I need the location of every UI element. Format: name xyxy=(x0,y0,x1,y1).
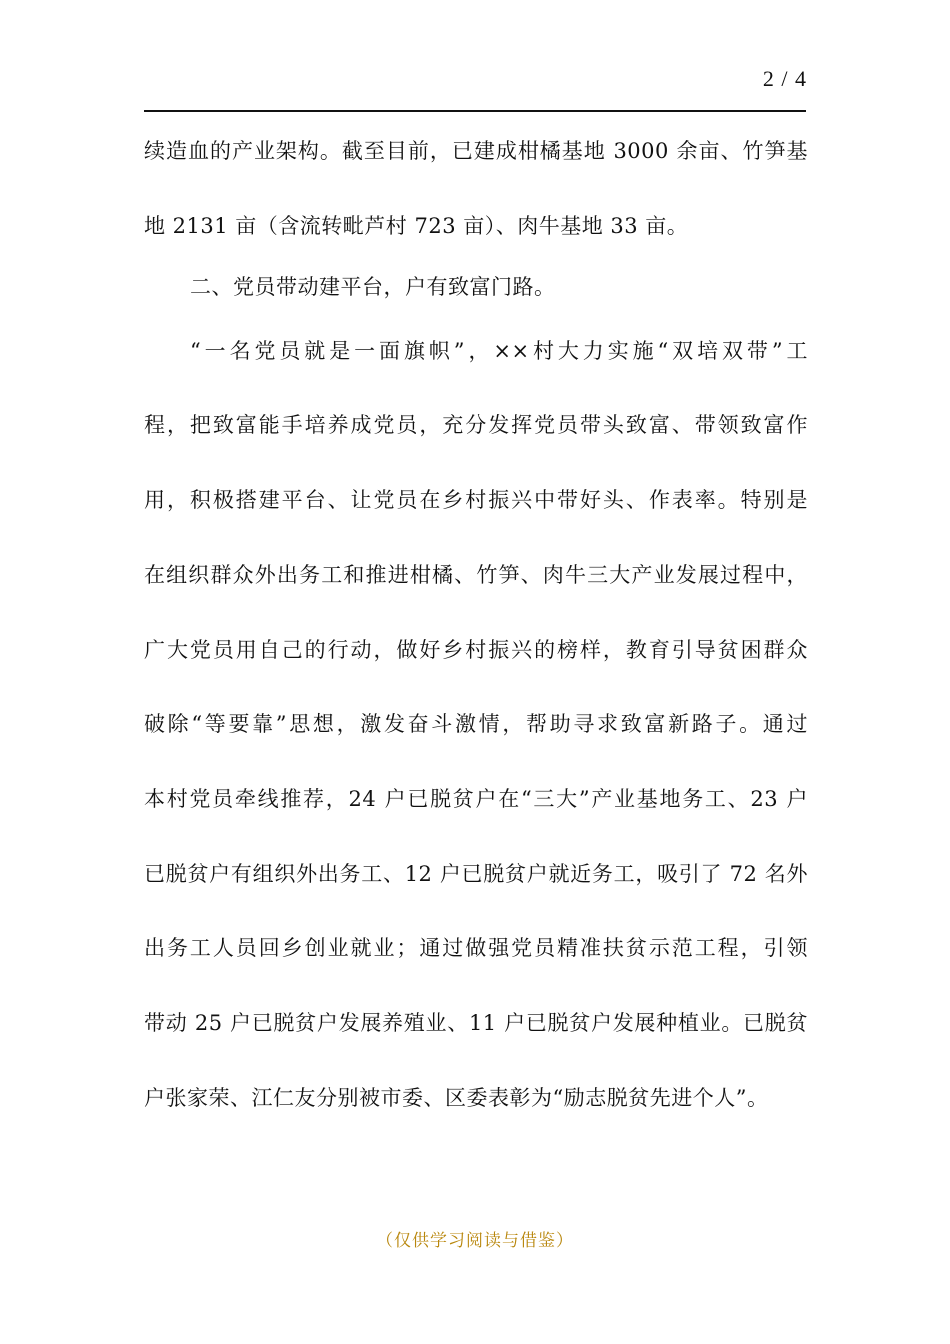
text-line: 带动 25 户已脱贫户发展养殖业、11 户已脱贫户发展种植业。已脱贫 xyxy=(144,1011,808,1035)
text-line: 广大党员用自己的行动，做好乡村振兴的榜样，教育引导贫困群众 xyxy=(144,638,808,662)
text-line: 地 2131 亩（含流转毗芦村 723 亩）、肉牛基地 33 亩。 xyxy=(144,214,689,238)
text-line: 用，积极搭建平台、让党员在乡村振兴中带好头、作表率。特别是 xyxy=(144,488,808,512)
text-line: 本村党员牵线推荐，24 户已脱贫户在“三大”产业基地务工、23 户 xyxy=(144,787,808,811)
text-line: 在组织群众外出务工和推进柑橘、竹笋、肉牛三大产业发展过程中， xyxy=(144,563,808,587)
text-line: 已脱贫户有组织外出务工、12 户已脱贫户就近务工，吸引了 72 名外 xyxy=(144,862,808,886)
text-line: 续造血的产业架构。截至目前，已建成柑橘基地 3000 余亩、竹笋基 xyxy=(144,139,808,163)
text-line: “一名党员就是一面旗帜”，××村大力实施“双培双带”工 xyxy=(190,339,808,363)
page-number: 2 / 4 xyxy=(762,66,807,91)
text-line: 程，把致富能手培养成党员，充分发挥党员带头致富、带领致富作 xyxy=(144,413,808,437)
text-line: 出务工人员回乡创业就业；通过做强党员精准扶贫示范工程，引领 xyxy=(144,936,808,960)
footer-note: （仅供学习阅读与借鉴） xyxy=(376,1231,574,1251)
text-line: 户张家荣、江仁友分别被市委、区委表彰为“励志脱贫先进个人”。 xyxy=(144,1086,769,1110)
section-heading: 二、党员带动建平台，户有致富门路。 xyxy=(190,275,556,299)
header-rule xyxy=(144,110,806,112)
text-line: 破除“等要靠”思想，激发奋斗激情，帮助寻求致富新路子。通过 xyxy=(144,712,808,736)
